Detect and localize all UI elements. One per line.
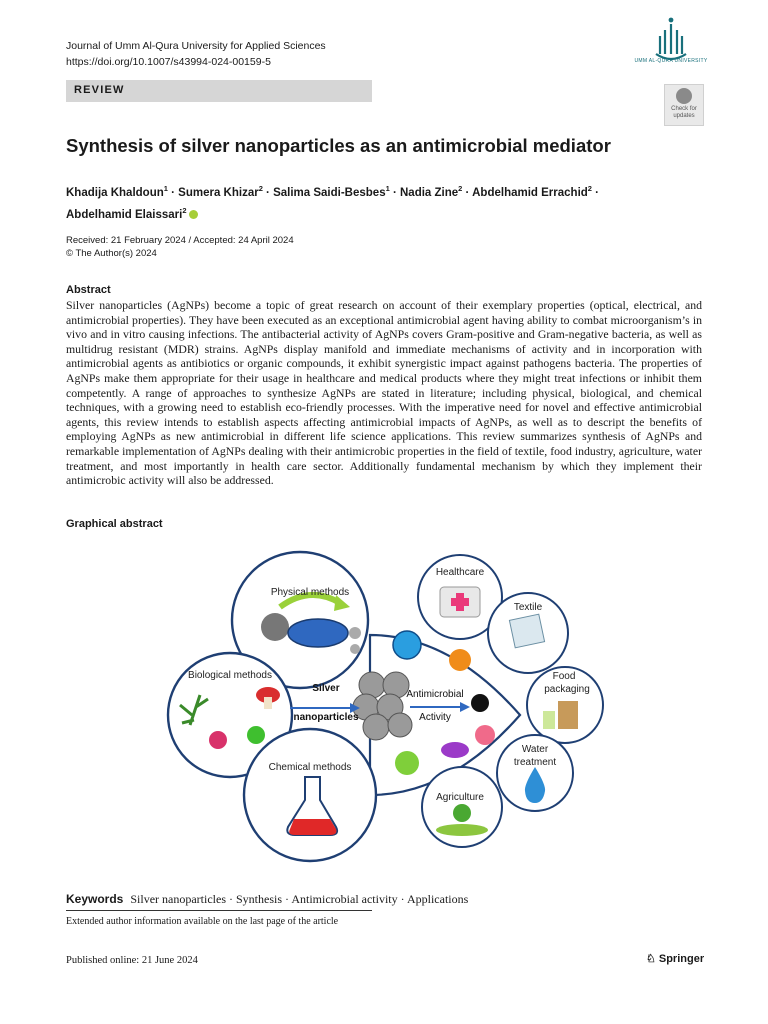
- treatment-label: treatment: [513, 757, 557, 768]
- textile-fabric-icon: [509, 614, 544, 648]
- gray-sphere-icon: [261, 613, 289, 641]
- blue-disk-icon: [288, 619, 348, 647]
- water-label: Water: [521, 744, 549, 755]
- keywords-list: Silver nanoparticles · Synthesis · Antimicrobial activity · Applications: [130, 892, 469, 906]
- logo-text: UMM AL-QURA UNIVERSITY: [634, 58, 708, 64]
- footnote-divider: [66, 910, 372, 911]
- healthcare-label: Healthcare: [435, 567, 485, 578]
- field-icon: [436, 824, 488, 836]
- biological-methods-label: Biological methods: [188, 670, 272, 681]
- publisher-logo[interactable]: [646, 952, 704, 965]
- graphical-abstract-heading: Graphical abstract: [66, 518, 163, 530]
- keywords-label: Keywords: [66, 892, 124, 906]
- author-name[interactable]: Salima Saidi-Besbes: [273, 186, 386, 199]
- author-name[interactable]: Sumera Khizar: [178, 186, 259, 199]
- check-updates-label: Check for updates: [671, 106, 697, 119]
- small-sphere-icon: [349, 627, 361, 639]
- author-affiliation: 2: [258, 184, 263, 193]
- silver-label: Silver: [312, 683, 340, 694]
- radish-icon: [209, 731, 227, 749]
- agriculture-label: Agriculture: [436, 792, 484, 803]
- mushroom-stem-icon: [264, 697, 272, 709]
- food-label: Food: [552, 671, 576, 682]
- nanoparticle-cluster-icon: [353, 672, 412, 740]
- published-date: Published online: 21 June 2024: [66, 955, 198, 966]
- food-package-icon: [558, 701, 578, 729]
- abstract-body: Silver nanoparticles (AgNPs) become a topic of great research on account of their exemplary properties (optical, electrical, and antimicrobial properties). They have been executed as an exceptional antimicrobial agent having ability to combat microorganism’s in vivo and in vitro causing infections. The antibacterial activity of AgNPs covers Gram-positive and Gram-negative bacteria, as well as multidrug resistant (MDR) strains. AgNPs display manifold and immediate mechanisms of activity and in incorporation with antimicrobial agents as antibiotics or organic compounds, it exhibit synergistic impact against pathogens bacteria. The properties of AgNPs make them appropriate for their usage in healthcare and medical products where they might treat infections or inhibit them competently. A range of approaches to synthesize AgNPs are stated in literature; including physical, biological, and chemical techniques, with a growing need to establish eco-friendly processes. With the imperative need for novel and effective antimicrobial agents, this review intends to establish aspects affecting antimicrobial impacts of AgNPs, as well as to descript the benefits of employing AgNPs as new antimicrobial in different life science applications. This review summarizes synthesis of AgNPs and remarkable implementation of AgNPs dealing with their antimicrobic properties in the field of textile, food industry, agriculture, water treatment, and most importantly in health care sector. Additionally fundamental mechanism by which they implement their antimicrobic activity will also be addressed.: [66, 298, 702, 488]
- extended-author-info: Extended author information available on the last page of the article: [66, 916, 339, 927]
- university-logo: [636, 14, 706, 74]
- journal-name: Journal of Umm Al-Qura University for Applied Sciences: [66, 40, 326, 52]
- graphical-abstract-figure: [160, 545, 610, 870]
- pink-microbe-icon: [475, 725, 495, 745]
- blue-microbe-icon: [393, 631, 421, 659]
- author-name[interactable]: Khadija Khaldoun: [66, 186, 164, 199]
- doi-link[interactable]: https://doi.org/10.1007/s43994-024-00159-5: [66, 56, 271, 68]
- green-virus-icon: [395, 751, 419, 775]
- author-affiliation: 1: [385, 184, 390, 193]
- antimicrobial-label: Antimicrobial: [406, 689, 464, 700]
- green-microbe-icon: [247, 726, 265, 744]
- activity-label: Activity: [419, 712, 451, 723]
- check-for-updates-badge[interactable]: [664, 84, 704, 126]
- purple-bacteria-icon: [441, 742, 469, 758]
- nanoparticles-label: nanoparticles: [293, 712, 359, 723]
- springer-horse-icon: ♘: [646, 953, 656, 965]
- abstract-heading: Abstract: [66, 284, 111, 296]
- orange-microbe-icon: [449, 649, 471, 671]
- skull-icon: [471, 694, 489, 712]
- author-name[interactable]: Nadia Zine: [400, 186, 459, 199]
- tree-icon: [453, 804, 471, 822]
- small-sphere-icon: [350, 644, 360, 654]
- article-title: Synthesis of silver nanoparticles as an antimicrobial mediator: [66, 135, 611, 156]
- publisher-name: Springer: [658, 953, 705, 965]
- author-list: Khadija Khaldoun$^1$ · Sumera Khizar$^2$ · Salima Saidi-Besbes$^1$ · Nadia Zine$^2$ · Abdelhamid Errachid$^2$ · Abdelhamid Elaissari$^2$: [66, 184, 599, 221]
- section-label: REVIEW: [74, 84, 125, 96]
- flask-liquid-icon: [289, 819, 336, 835]
- keywords-row: [66, 892, 468, 907]
- physical-methods-label: Physical methods: [270, 587, 350, 598]
- author-affiliation: 2: [182, 205, 187, 215]
- author-name[interactable]: Abdelhamid Elaissari: [66, 208, 183, 221]
- packaging-label: packaging: [544, 684, 590, 695]
- author-affiliation: 1: [163, 184, 168, 193]
- chemical-methods-label: Chemical methods: [268, 762, 352, 773]
- copyright: © The Author(s) 2024: [66, 248, 157, 259]
- author-affiliation: 2: [458, 184, 463, 193]
- author-affiliation: 2: [587, 184, 592, 193]
- author-name[interactable]: Abdelhamid Errachid: [472, 186, 588, 199]
- cup-icon: [543, 711, 555, 729]
- orcid-icon[interactable]: [189, 210, 198, 219]
- textile-label: Textile: [513, 602, 543, 613]
- received-dates: Received: 21 February 2024 / Accepted: 24 April 2024: [66, 235, 294, 246]
- check-updates-icon: [676, 88, 692, 104]
